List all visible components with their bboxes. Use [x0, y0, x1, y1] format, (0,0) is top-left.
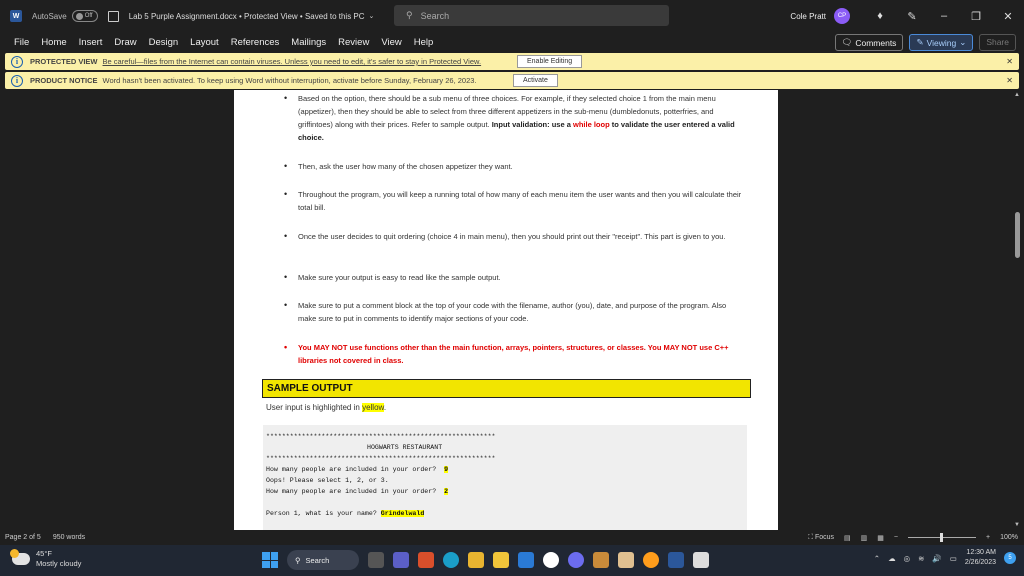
system-tray: [874, 548, 1016, 568]
list-item: [298, 92, 746, 144]
tab-design[interactable]: Design: [148, 36, 179, 48]
focus-button[interactable]: ⛶ Focus: [808, 533, 835, 541]
print-layout-icon[interactable]: ▥: [860, 534, 868, 542]
autosave-toggle[interactable]: [72, 10, 98, 22]
viewing-button[interactable]: [909, 34, 973, 51]
search-placeholder: Search: [420, 10, 450, 21]
zoom-level[interactable]: 100%: [1000, 534, 1018, 541]
widgets-icon[interactable]: [418, 552, 434, 568]
tab-file[interactable]: File: [14, 36, 30, 48]
share-button[interactable]: [979, 34, 1016, 51]
user-name[interactable]: Cole Pratt: [790, 11, 826, 21]
document-page[interactable]: [234, 90, 778, 530]
tab-draw[interactable]: Draw: [114, 36, 137, 48]
comment-icon: 🗨: [841, 37, 853, 47]
wifi-icon[interactable]: ≋: [918, 553, 925, 563]
user-input-note: User input is highlighted in yellow.: [266, 403, 387, 412]
code-line: [266, 499, 744, 510]
zoom-knob[interactable]: [940, 533, 943, 542]
tab-layout[interactable]: Layout: [190, 36, 219, 48]
chevron-down-icon: ⌄: [959, 37, 967, 47]
pencil-icon: ✎: [916, 37, 924, 47]
code-line: [266, 510, 744, 521]
scroll-up-icon[interactable]: ▲: [1014, 92, 1020, 98]
code-user-input: Grindelwald: [380, 510, 425, 517]
code-line: **********************************************************: [266, 455, 496, 462]
page-count[interactable]: Page 2 of 5: [5, 534, 41, 541]
time: 12:30 AM: [966, 549, 996, 556]
message-text: Word hasn't been activated. To keep using Word without interruption, activate before Sunday, February 26, 2023.: [102, 76, 477, 85]
sample-output-heading: SAMPLE OUTPUT: [262, 379, 751, 398]
focus-label: Focus: [814, 533, 835, 541]
tab-view[interactable]: View: [381, 36, 402, 48]
close-icon[interactable]: ✕: [1003, 10, 1013, 23]
scroll-down-icon[interactable]: ▼: [1014, 522, 1020, 528]
ribbon-actions: [835, 34, 1016, 51]
firefox-icon[interactable]: [643, 552, 659, 568]
volume-icon[interactable]: 🔊: [932, 553, 942, 563]
word-logo-icon: W: [10, 10, 22, 22]
list-item: • You MAY NOT use functions other than the main function, arrays, pointers, structures, or classes. You MAY NOT use C++ libraries not covered in class.: [298, 341, 746, 367]
taskbar-apps: [262, 550, 709, 570]
list-item: • Make sure to put a comment block at the top of your code with the filename, author (you), date, and purpose of the program. Also make sure to put in comments to identify major sections of your code.: [298, 299, 746, 325]
highlighted-word: yellow: [362, 403, 384, 412]
info-icon: i: [11, 56, 23, 68]
temperature: 45°F: [36, 549, 52, 558]
read-mode-icon[interactable]: ▤: [844, 534, 851, 542]
taskbar-search-label: Search: [305, 555, 330, 565]
enable-editing-button[interactable]: Enable Editing: [517, 55, 582, 68]
notification-badge[interactable]: 5: [1004, 552, 1016, 564]
web-layout-icon[interactable]: ▦: [877, 534, 884, 542]
taskbar: [0, 545, 1024, 576]
code-text: How many people are included in your order?: [266, 488, 445, 495]
tab-mailings[interactable]: Mailings: [291, 36, 327, 48]
code-user-input: 9: [444, 466, 449, 473]
chevron-down-icon[interactable]: ⌄: [368, 13, 375, 20]
scrollbar-thumb[interactable]: [1015, 212, 1020, 258]
code-line: HOGWARTS RESTAURANT: [367, 444, 443, 451]
save-icon[interactable]: [108, 11, 119, 22]
app-icon[interactable]: [618, 552, 634, 568]
info-icon: i: [11, 75, 23, 87]
comments-label: Comments: [855, 37, 897, 48]
title-bar-right: [790, 0, 1024, 32]
bullet-bold-text: to validate the user entered a valid choice.: [298, 120, 735, 142]
search-icon: ⚲: [406, 10, 413, 20]
doc-protected-status: Protected View: [244, 11, 298, 21]
diamond-icon[interactable]: ♦: [877, 10, 883, 22]
edge-icon[interactable]: [443, 552, 459, 568]
status-right: [808, 530, 1018, 545]
doc-filename: Lab 5 Purple Assignment.docx: [128, 11, 237, 21]
list-item: • Throughout the program, you will keep a running total of how many of each menu item the user wants and then you will calculate their total bill.: [298, 188, 746, 214]
bullet-bold-text: Input validation: use a: [491, 120, 573, 129]
autosave-label: AutoSave: [32, 11, 67, 21]
search-icon: ⚲: [295, 555, 301, 565]
game-icon[interactable]: [593, 552, 609, 568]
media-player-icon[interactable]: [568, 552, 584, 568]
security-icon[interactable]: ◎: [903, 553, 911, 563]
code-line: **********************************************************: [266, 433, 496, 440]
bullet-red-text: while loop: [572, 120, 610, 129]
word-taskbar-icon[interactable]: [668, 552, 684, 568]
protected-view-bar: [5, 53, 1019, 70]
list-item: • Once the user decides to quit ordering (choice 4 in main menu), then you should print out their "receipt". This part is given to you.: [298, 230, 746, 243]
zoom-in-icon[interactable]: +: [986, 534, 991, 541]
pen-icon[interactable]: ✎: [907, 10, 917, 23]
document-title[interactable]: Lab 5 Purple Assignment.docx • Protected View • Saved to this PC: [128, 11, 365, 21]
comments-button[interactable]: [835, 34, 904, 51]
code-line: [266, 466, 744, 477]
onedrive-icon[interactable]: ☁: [888, 553, 896, 563]
clock[interactable]: [965, 548, 996, 568]
zoom-out-icon[interactable]: −: [893, 534, 898, 541]
weather-condition: Mostly cloudy: [36, 559, 82, 568]
word-count[interactable]: 950 words: [52, 534, 86, 541]
avatar[interactable]: CP: [834, 8, 850, 24]
restore-icon[interactable]: ❐: [971, 10, 981, 23]
chevron-up-icon[interactable]: ⌃: [873, 553, 881, 563]
message-text[interactable]: Be careful—files from the Internet can contain viruses. Unless you need to edit, it's safer to stay in Protected View.: [102, 57, 482, 66]
dell-icon[interactable]: [543, 552, 559, 568]
taskbar-search[interactable]: [287, 550, 359, 570]
vertical-scrollbar[interactable]: [1012, 90, 1024, 530]
doc-saved-status: Saved to this PC: [304, 11, 365, 21]
snipping-tool-icon[interactable]: [693, 552, 709, 568]
tab-insert[interactable]: Insert: [78, 36, 103, 48]
list-item: • Then, ask the user how many of the chosen appetizer they want.: [298, 160, 746, 173]
tab-help[interactable]: Help: [413, 36, 434, 48]
autosave-state: Off: [84, 13, 93, 19]
share-label: Share: [986, 37, 1009, 47]
file-explorer-icon[interactable]: [468, 552, 484, 568]
viewing-label: Viewing: [926, 37, 957, 48]
bullet-text: Based on the option, there should be a sub menu of three choices. For example, if they selected choice 1 from the main menu (appetizer), then they should be able to select from three different appetizers in the sub-menu (dumbledonuts, potterfries, and griffintoes) along with their prices. Refer to sample output.: [298, 94, 716, 129]
code-line: Oops! Please select 1, 2, or 3.: [266, 477, 389, 484]
code-line: [266, 488, 744, 499]
code-text: How many people are included in your order?: [266, 466, 445, 473]
message-label: PRODUCT NOTICE: [30, 76, 98, 85]
document-canvas: [0, 90, 1012, 530]
close-icon[interactable]: ✕: [1006, 76, 1013, 85]
tab-review[interactable]: Review: [338, 36, 370, 48]
mail-icon[interactable]: [518, 552, 534, 568]
code-text: Person 1, what is your name?: [266, 510, 381, 517]
close-icon[interactable]: ✕: [1006, 57, 1013, 66]
code-user-input: 2: [444, 488, 449, 495]
zoom-slider[interactable]: [908, 537, 976, 538]
product-notice-bar: [5, 72, 1019, 89]
list-item: • Make sure your output is easy to read like the sample output.: [298, 271, 746, 284]
minimize-icon[interactable]: –: [940, 10, 948, 22]
toggle-knob: [76, 13, 83, 20]
tab-home[interactable]: Home: [41, 36, 67, 48]
status-bar: [0, 530, 1024, 545]
tab-references[interactable]: References: [230, 36, 280, 48]
message-label: PROTECTED VIEW: [30, 57, 98, 66]
search-box[interactable]: [394, 5, 669, 26]
weather-widget[interactable]: [12, 549, 81, 569]
sample-output-code: [263, 425, 747, 530]
ribbon-tabs: [0, 32, 1024, 52]
date: 2/26/2023: [964, 559, 996, 566]
activate-button[interactable]: Activate: [513, 74, 558, 87]
teams-icon[interactable]: [393, 552, 409, 568]
battery-icon[interactable]: ▭: [949, 553, 957, 563]
note-text: User input is highlighted in: [266, 403, 360, 412]
weather-cloudy-icon: [12, 553, 30, 565]
task-view-icon[interactable]: [368, 552, 384, 568]
store-icon[interactable]: [493, 552, 509, 568]
windows-start-icon[interactable]: [262, 552, 278, 568]
